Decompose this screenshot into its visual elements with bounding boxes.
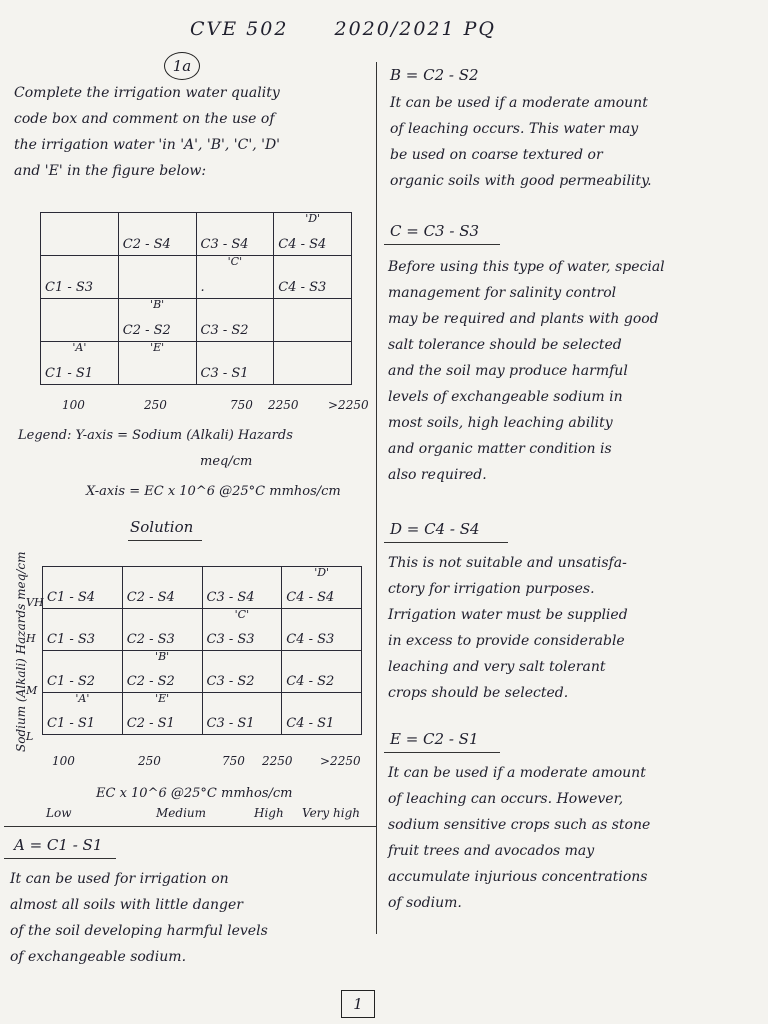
text-line: most soils, high leaching ability — [388, 415, 613, 431]
solution-divider — [4, 826, 376, 827]
code-cell: 'A' C1 - S1 — [43, 693, 123, 735]
text-line: levels of exchangeable sodium in — [388, 389, 623, 405]
section-e-title: E = C2 - S1 — [390, 730, 479, 748]
text-line: It can be used if a moderate amount — [390, 95, 648, 111]
text-line: in excess to provide considerable — [388, 633, 625, 649]
code-cell — [41, 299, 119, 342]
text-line: salt tolerance should be selected — [388, 337, 622, 353]
code-cell: C4 - S3 — [282, 609, 362, 651]
question-line: the irrigation water 'in 'A', 'B', 'C', 'D' — [14, 137, 281, 153]
text-line: Before using this type of water, special — [388, 259, 665, 275]
y-level: VH — [26, 596, 44, 609]
section-e-underline — [384, 752, 500, 753]
y-level: L — [26, 730, 34, 743]
session-label: 2020/2021 PQ — [334, 18, 496, 40]
solution-underline — [128, 540, 202, 541]
x-tick: 2250 — [262, 754, 293, 768]
text-line: and organic matter condition is — [388, 441, 612, 457]
x-tick: 2250 — [268, 398, 299, 412]
text-line: organic soils with good permeability. — [390, 173, 652, 189]
code-cell: 'B' C2 - S2 — [122, 651, 202, 693]
text-line: of exchangeable sodium. — [10, 949, 187, 965]
legend-y: Legend: Y-axis = Sodium (Alkali) Hazards — [18, 428, 293, 443]
text-line: It can be used for irrigation on — [10, 871, 229, 887]
section-c-text — [388, 254, 665, 488]
text-line: of leaching occurs. This water may — [390, 121, 639, 137]
x-level: Medium — [156, 806, 207, 820]
text-line: management for salinity control — [388, 285, 617, 301]
text-line: also required. — [388, 467, 487, 483]
question-text — [14, 80, 280, 184]
y-level: H — [26, 632, 36, 645]
text-line: fruit trees and avocados may — [388, 843, 595, 859]
code-cell: 'E' — [118, 342, 196, 385]
code-cell: 'C' C3 - S3 — [202, 609, 282, 651]
solution-title: Solution — [130, 518, 194, 536]
x-tick: 750 — [230, 398, 253, 412]
question-code-box — [40, 212, 352, 385]
code-cell — [274, 299, 352, 342]
code-cell: C1 - S4 — [43, 567, 123, 609]
solution-x-axis-label: EC x 10^6 @25°C mmhos/cm — [96, 786, 293, 801]
code-cell: C4 - S3 — [274, 256, 352, 299]
section-e-text — [388, 760, 650, 916]
x-tick: 250 — [144, 398, 167, 412]
question-line: Complete the irrigation water quality — [14, 85, 280, 101]
section-c-underline — [384, 244, 500, 245]
x-tick: 100 — [52, 754, 75, 768]
x-tick: >2250 — [328, 398, 369, 412]
x-level: Very high — [302, 806, 360, 820]
code-cell — [118, 256, 196, 299]
solution-y-levels — [26, 560, 42, 760]
page-header — [190, 18, 534, 40]
code-cell: 'D' C4 - S4 — [274, 213, 352, 256]
code-cell: C4 - S1 — [282, 693, 362, 735]
section-a-title: A = C1 - S1 — [14, 836, 103, 854]
legend-y-units: meq/cm — [200, 454, 253, 469]
code-cell: C4 - S2 — [282, 651, 362, 693]
code-cell: C3 - S2 — [202, 651, 282, 693]
x-level: High — [254, 806, 284, 820]
code-cell: C1 - S3 — [41, 256, 119, 299]
text-line: of leaching can occurs. However, — [388, 791, 624, 807]
text-line: and the soil may produce harmful — [388, 363, 628, 379]
column-divider — [376, 62, 377, 934]
text-line: be used on coarse textured or — [390, 147, 603, 163]
code-cell: C3 - S1 — [196, 342, 274, 385]
question-line: and 'E' in the figure below: — [14, 163, 207, 179]
code-cell: 'C' . — [196, 256, 274, 299]
text-line: may be required and plants with good — [388, 311, 659, 327]
page-number: 1 — [341, 990, 375, 1018]
code-cell: C2 - S4 — [118, 213, 196, 256]
question-line: code box and comment on the use of — [14, 111, 275, 127]
y-level: M — [26, 684, 38, 697]
text-line: Irrigation water must be supplied — [388, 607, 628, 623]
text-line: of the soil developing harmful levels — [10, 923, 268, 939]
section-c-title: C = C3 - S3 — [390, 222, 480, 240]
section-d-underline — [384, 542, 508, 543]
code-cell: C2 - S3 — [122, 609, 202, 651]
text-line: sodium sensitive crops such as stone — [388, 817, 651, 833]
legend-x: X-axis = EC x 10^6 @25°C mmhos/cm — [86, 484, 341, 499]
code-cell: C3 - S1 — [202, 693, 282, 735]
code-cell: C1 - S2 — [43, 651, 123, 693]
section-d-text — [388, 550, 628, 706]
x-tick: 750 — [222, 754, 245, 768]
code-cell — [41, 213, 119, 256]
text-line: accumulate injurious concentrations — [388, 869, 648, 885]
section-a-text — [10, 866, 268, 970]
section-a-underline — [4, 858, 116, 859]
code-cell: 'E' C2 - S1 — [122, 693, 202, 735]
code-cell: C3 - S4 — [202, 567, 282, 609]
text-line: It can be used if a moderate amount — [388, 765, 646, 781]
x-tick: 250 — [138, 754, 161, 768]
question-x-ticks — [0, 398, 376, 414]
question-number: 1a — [164, 52, 200, 80]
solution-code-box — [42, 566, 362, 735]
solution-y-axis-label: Sodium (Alkali) Hazards meq/cm — [14, 551, 28, 752]
text-line: This is not suitable and unsatisfa- — [388, 555, 627, 571]
solution-x-ticks — [0, 754, 376, 770]
text-line: crops should be selected. — [388, 685, 569, 701]
text-line: ctory for irrigation purposes. — [388, 581, 595, 597]
section-b-text — [390, 90, 652, 194]
course-code: CVE 502 — [190, 18, 289, 40]
code-cell: 'D' C4 - S4 — [282, 567, 362, 609]
solution-x-levels — [0, 806, 376, 822]
code-cell: 'A' C1 - S1 — [41, 342, 119, 385]
code-cell: C3 - S4 — [196, 213, 274, 256]
x-tick: >2250 — [320, 754, 361, 768]
code-cell: C2 - S4 — [122, 567, 202, 609]
code-cell — [274, 342, 352, 385]
code-cell: C1 - S3 — [43, 609, 123, 651]
section-d-title: D = C4 - S4 — [390, 520, 480, 538]
section-b-title: B = C2 - S2 — [390, 66, 479, 84]
code-cell: 'B' C2 - S2 — [118, 299, 196, 342]
x-tick: 100 — [62, 398, 85, 412]
text-line: of sodium. — [388, 895, 462, 911]
code-cell: C3 - S2 — [196, 299, 274, 342]
text-line: leaching and very salt tolerant — [388, 659, 606, 675]
text-line: almost all soils with little danger — [10, 897, 243, 913]
x-level: Low — [46, 806, 72, 820]
